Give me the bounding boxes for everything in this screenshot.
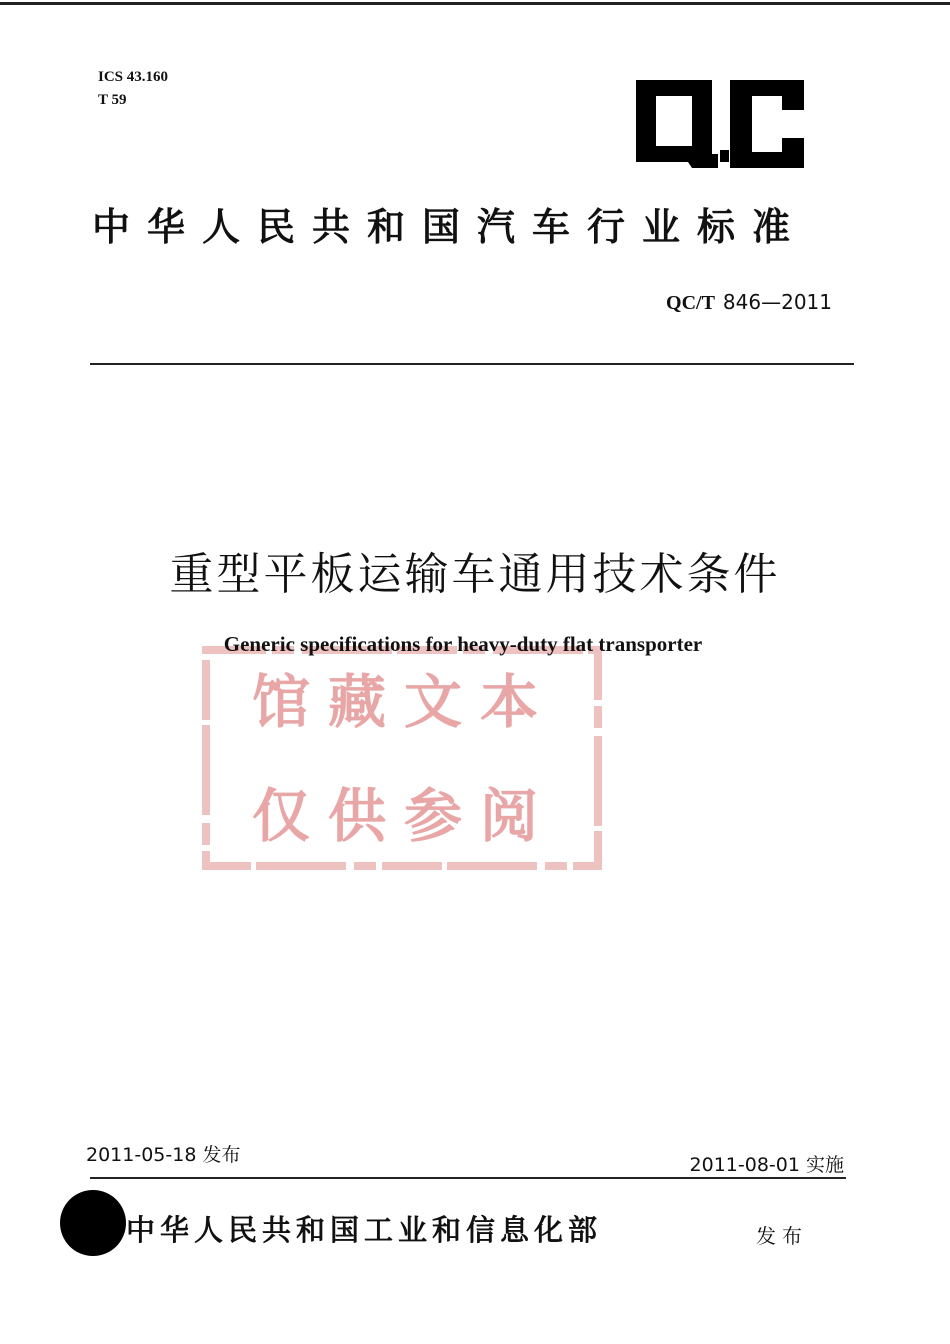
qc-logo [636,80,804,168]
standard-title: 中华人民共和国汽车行业标准 [92,204,808,249]
standard-number-value: 846—2011 [722,290,832,314]
stamp-line-1: 馆藏文本 [251,668,557,736]
ics-code: ICS 43.160 [98,69,169,85]
document-title-en: Generic specifications for heavy-duty flat transporter [223,632,703,656]
implementation-date: 2011-08-01 实施 [689,1154,844,1176]
publish-label: 发布 [756,1224,808,1248]
archive-stamp [198,640,610,880]
issue-date: 2011-05-18 发布 [86,1144,241,1166]
category-code: T 59 [98,92,127,108]
header-divider [90,363,854,365]
top-rule [0,2,950,5]
classification-codes [98,66,168,112]
footer-divider [90,1177,846,1179]
bullet-dot-icon [60,1190,126,1256]
stamp-line-2: 仅供参阅 [251,782,557,850]
standard-code: QC/T [666,292,715,314]
publisher-name: 中华人民共和国工业和信息化部 [126,1213,603,1247]
document-title-cn: 重型平板运输车通用技术条件 [169,549,781,600]
standard-number [666,290,832,315]
